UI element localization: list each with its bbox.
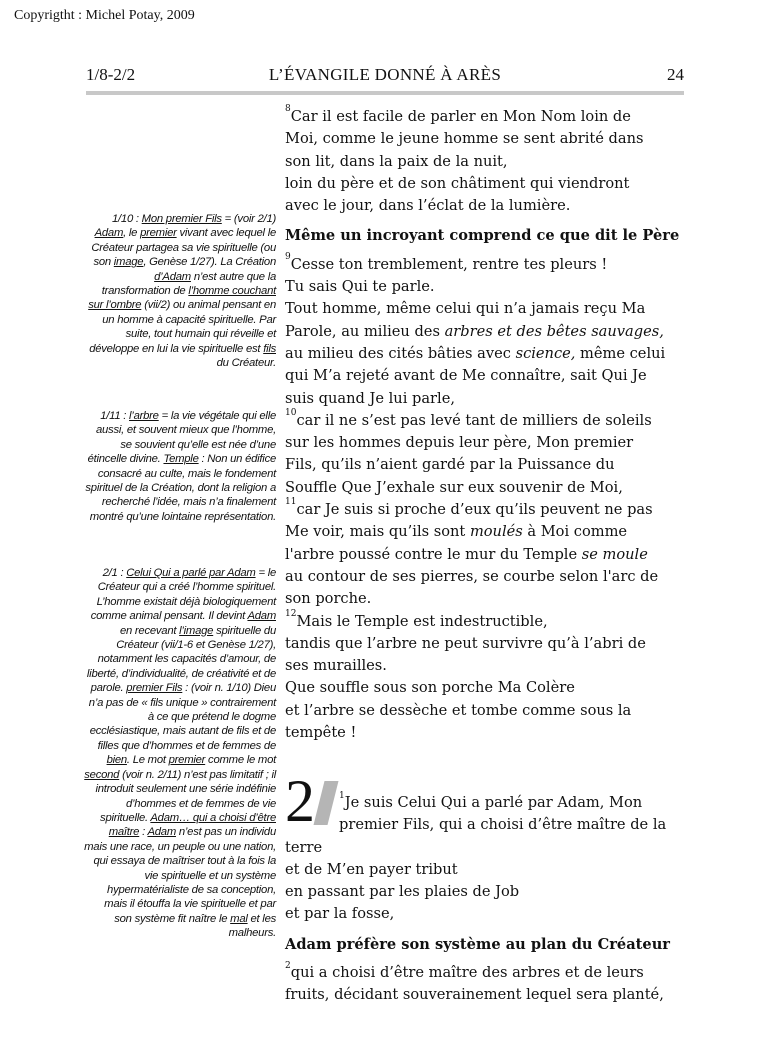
text-line: en passant par les plaies de Job — [285, 883, 520, 901]
text-line: suis quand Je lui parle, — [285, 389, 455, 407]
text-line: loin du père et de son châtiment qui viendront — [285, 174, 630, 192]
note-term: l’arbre — [129, 410, 159, 422]
note-text: : — [139, 826, 148, 839]
chapter-dropcap — [285, 768, 333, 834]
page-number: 24 — [667, 65, 684, 84]
text-line: son porche. — [285, 590, 372, 608]
text-line: Que souffle sous son porche Ma Colère — [285, 679, 575, 697]
note-term: l’image — [179, 624, 214, 637]
note-text: comme le mot — [205, 754, 276, 767]
text-line: Mais le Temple est indestructible, — [296, 612, 548, 630]
text-span: l'arbre poussé contre le mur du Temple — [285, 545, 582, 563]
note-text: en recevant — [119, 624, 180, 637]
note-text: n’est pas un individu mais une race, un peuple ou une nation, qui essaya de maîtriser tout à la fois la vie spirituelle et un système hypermatérialiste de sa conception, mais il étouffa la vie spirituelle et par son système fit naître le — [84, 826, 276, 925]
italic-span: science, — [515, 344, 576, 362]
verse-number: 1 — [339, 791, 345, 801]
note-text: du Créateur. — [216, 357, 276, 370]
text-line — [285, 343, 690, 365]
note-term: fils — [263, 342, 276, 355]
section-heading: Même un incroyant comprend ce que dit le Père — [285, 227, 680, 245]
text-line: et l’arbre se dessèche et tombe comme sous la — [285, 701, 632, 719]
text-span: même celui — [575, 344, 666, 362]
verse-number: 9 — [285, 251, 291, 262]
note-term: mal — [230, 912, 248, 925]
note-text: = le Créateur qui a créé l’homme spirituel. L’homme existait déjà biologiquement comme animal pensant. Il devint — [90, 567, 276, 623]
italic-span: se moule — [581, 545, 648, 563]
note-ref: 1/10 : — [112, 213, 142, 225]
note-text: , Genèse 1/27). La Création — [143, 256, 276, 269]
text-line: ses murailles. — [285, 657, 387, 675]
text-line: premier Fils, qui a choisi d’être maître de la terre — [285, 816, 667, 856]
text-line — [285, 544, 690, 566]
note-text: et les malheurs. — [228, 912, 276, 940]
note-text: spirituelle du Créateur (vii/1-6 et Genèse 1/27), notamment les capacités d’amour, de liberté, d’individualité, de créativité et de parole. — [86, 624, 276, 695]
note-term: Adam — [147, 826, 176, 839]
note-text: n’est autre que la transformation de — [101, 270, 276, 298]
text-line — [285, 521, 690, 543]
text-line: son lit, dans la paix de la nuit, — [285, 152, 508, 170]
page-header — [86, 62, 684, 88]
verse-number: 2 — [285, 961, 291, 972]
chapter-number: 2 — [285, 768, 315, 834]
text-span: Me voir, mais qu’ils sont — [285, 523, 470, 541]
text-line: tandis que l’arbre ne peut survivre qu’à l’abri de — [285, 634, 646, 652]
note-text: : Non un édifice consacré au culte, mais le fondement spirituel de la Création, dont la religion a recherché l’idée, mais n’a finalement montré qu’une lointaine représentation. — [85, 453, 276, 523]
text-line: car Je suis si proche d’eux qu’ils peuvent ne pas — [296, 501, 653, 519]
note-text: : (voir n. 1/10) Dieu n’a pas de « fils unique » contrairement à ce que prétend le dogme ecclésiastique, mais autant de fils et de filles que d’hommes et de femmes de — [88, 682, 276, 752]
verse-number: 12 — [285, 608, 297, 619]
text-line: sur les hommes depuis leur père, Mon premier — [285, 434, 634, 452]
note-term: Adam… qui a choisi d’être maître — [108, 811, 276, 839]
text-line: Cesse ton tremblement, rentre tes pleurs ! — [290, 255, 608, 273]
note-term: image — [113, 256, 144, 269]
chapter-2 — [285, 770, 690, 1007]
note-term: l’homme couchant sur l’ombre — [88, 285, 276, 312]
note-2-1 — [84, 566, 276, 941]
text-line: Moi, comme le jeune homme se sent abrité dans — [285, 130, 644, 148]
text-line: avec le jour, dans l’éclat de la lumière. — [285, 197, 571, 215]
verse-8 — [285, 106, 690, 217]
note-text: (vii/2) ou animal pensant en un homme à capacité spirituelle. Par suite, tout humain qui réveille et développe en lui la vie spirituelle est — [89, 299, 276, 355]
verse-10 — [285, 407, 690, 499]
note-text: (voir n. 2/11) n’est pas limitatif ; il introduit seulement une série indéfinie d’hommes et de femmes de vie spirituelle. — [95, 768, 276, 824]
verse-2-2 — [285, 962, 690, 1007]
verse-12 — [285, 608, 690, 745]
verse-range: 1/8-2/2 — [86, 65, 136, 84]
note-term: bien — [106, 754, 127, 767]
text-line: Souffle Que J’exhale sur eux souvenir de Moi, — [285, 478, 623, 496]
note-term: Adam — [247, 610, 276, 623]
text-line: Tu sais Qui te parle. — [285, 278, 435, 296]
text-line: car il ne s’est pas levé tant de milliers de soleils — [296, 411, 652, 429]
note-term: Mon premier Fils — [141, 213, 222, 225]
text-line: et par la fosse, — [285, 905, 395, 923]
note-term: d’Adam — [154, 270, 191, 283]
main-text — [285, 106, 690, 744]
copyright-notice: Copyrigtht : Michel Potay, 2009 — [14, 8, 195, 23]
note-term: Adam — [94, 227, 124, 240]
text-line: et de M’en payer tribut — [285, 860, 458, 878]
section-heading: Adam préfère son système au plan du Créateur — [285, 935, 670, 953]
text-span: Parole, au milieu des — [285, 322, 445, 340]
note-term: premier — [168, 754, 206, 767]
note-term: premier — [140, 227, 177, 240]
note-ref: 2/1 : — [102, 567, 127, 579]
text-line: au contour de ses pierres, se courbe selon l'arc de — [285, 567, 659, 585]
note-term: Celui Qui a parlé par Adam — [126, 567, 256, 579]
note-1-11 — [84, 409, 276, 524]
italic-span: arbres et des bêtes sauvages, — [444, 322, 664, 340]
text-line: Tout homme, même celui qui n’a jamais reçu Ma — [285, 300, 646, 318]
text-line — [285, 321, 690, 343]
note-term: premier Fils — [126, 682, 183, 695]
text-span: à Moi comme — [522, 523, 628, 541]
note-1-10 — [84, 212, 276, 370]
verse-number: 11 — [285, 497, 297, 508]
text-line: qui M’a rejeté avant de Me connaître, sait Qui Je — [285, 367, 647, 385]
note-text: vivant avec lequel le Créateur partagea sa vie spirituelle (ou son — [91, 227, 276, 269]
text-line: Car il est facile de parler en Mon Nom loin de — [290, 108, 631, 125]
book-title: L’ÉVANGILE DONNÉ À ARÈS — [268, 65, 502, 84]
note-text: , le — [123, 227, 141, 240]
note-ref: 1/11 : — [100, 410, 130, 422]
verse-number: 10 — [285, 407, 297, 418]
header-rule — [86, 91, 684, 95]
text-line: fruits, décidant souverainement lequel sera planté, — [285, 986, 664, 1004]
text-span: au milieu des cités bâties avec — [285, 344, 516, 362]
verse-2-1 — [285, 770, 690, 926]
note-text: . Le mot — [126, 754, 169, 767]
note-text: = la vie végétale qui elle aussi, et souvent mieux que l’homme, se souvient qu’elle est née d’une étincelle divine. — [87, 410, 276, 466]
verse-9 — [285, 251, 690, 410]
text-line: tempête ! — [285, 724, 357, 742]
text-line: Je suis Celui Qui a parlé par Adam, Mon — [344, 794, 643, 811]
note-term: second — [84, 768, 120, 781]
note-text: = (voir 2/1) — [221, 213, 276, 225]
italic-span: moulés — [469, 523, 523, 541]
note-term: Temple — [163, 453, 199, 466]
verse-number: 8 — [285, 104, 291, 114]
text-line: Fils, qu’ils n’aient gardé par la Puissance du — [285, 456, 615, 474]
verse-11 — [285, 499, 690, 610]
text-line: qui a choisi d’être maître des arbres et de leurs — [290, 964, 644, 982]
